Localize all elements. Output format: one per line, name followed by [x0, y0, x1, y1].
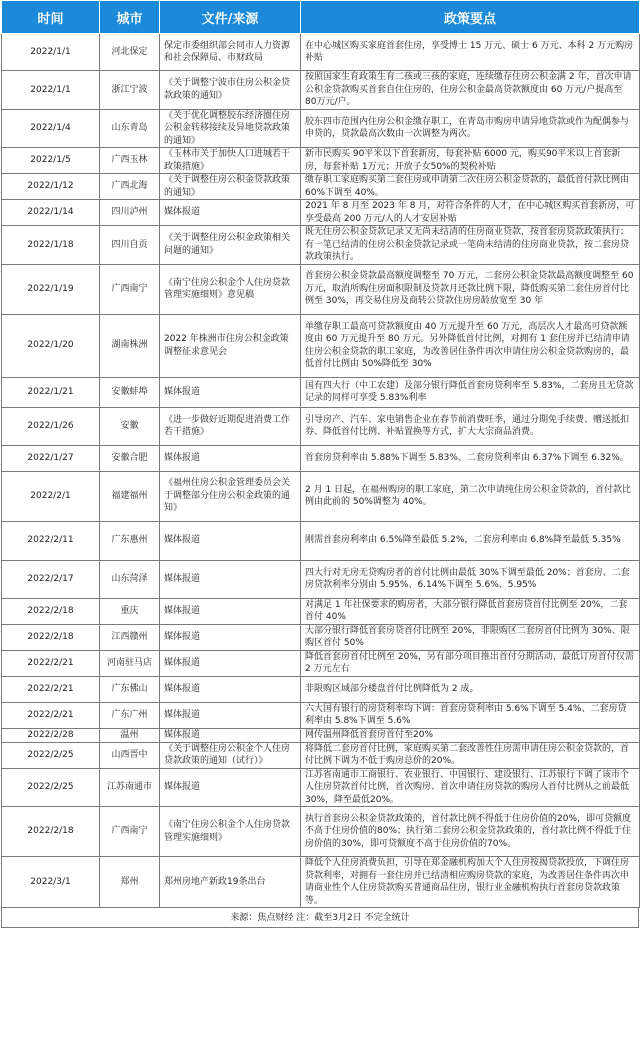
cell-city: 广东惠州 [100, 521, 160, 560]
cell-source: 媒体报道 [160, 768, 301, 807]
cell-city: 重庆 [100, 598, 160, 624]
cell-source: 媒体报道 [160, 200, 301, 226]
table-row [2, 560, 640, 598]
cell-policy: 按照国家生育政策生育二孩或三孩的家庭，连续缴存住房公积金满 2 年，首次申请公积金贷款购买首套自住住房的，住房公积金最高贷款额度由 60 万元/户提高至 80万元/户。 [301, 71, 640, 110]
cell-source: 媒体报道 [160, 560, 301, 598]
table-header [2, 1, 640, 34]
table-row [2, 71, 640, 110]
cell-source: 《南宁住房公积金个人住房贷款管理实施细则》 [160, 807, 301, 857]
cell-city: 安徽合肥 [100, 445, 160, 471]
cell-source: 《关于调整住房公积金个人住房贷款政策的通知（试行）》 [160, 742, 301, 768]
cell-date: 2022/2/11 [2, 521, 100, 560]
table-row [2, 200, 640, 226]
table-row [2, 768, 640, 807]
cell-date: 2022/2/21 [2, 702, 100, 728]
table-row [2, 445, 640, 471]
policy-table-container [1, 0, 639, 928]
cell-city: 山东菏泽 [100, 560, 160, 598]
cell-policy: 2021 年 8 月至 2023 年 8 月，对符合条件的人才，在中心城区购买首套新房，可享受最高 200 万元/人的人才安居补贴 [301, 200, 640, 226]
cell-city: 安徽 [100, 407, 160, 445]
cell-source: 媒体报道 [160, 521, 301, 560]
cell-date: 2022/2/28 [2, 728, 100, 742]
cell-policy: 将降低二套房首付比例，家庭购买第二套改善性住房需申请住房公积金贷款的，首付比例下调为不低于购房总价的20%。 [301, 742, 640, 768]
cell-policy: 降低个人住房消费负担，引导在郑金融机构加大个人住房按揭贷款投放，下调住房贷款利率，对拥有一套住房并已结清相应购房贷款的家庭，为改善居住条件再次申请商业性个人住房贷款购买普通商品住房，银行业金融机构执行首套房贷款政策等。 [301, 857, 640, 908]
cell-policy: 首套房贷利率由 5.88%下调至 5.83%、二套房贷利率由 6.37%下调至 6.32%。 [301, 445, 640, 471]
cell-date: 2022/3/1 [2, 857, 100, 908]
cell-source: 郑州房地产新政19条出台 [160, 857, 301, 908]
table-row [2, 728, 640, 742]
cell-city: 福建福州 [100, 471, 160, 521]
table-row [2, 598, 640, 624]
cell-date: 2022/2/21 [2, 650, 100, 676]
header-city: 城市 [100, 1, 160, 34]
header-date: 时间 [2, 1, 100, 34]
table-row [2, 807, 640, 857]
cell-date: 2022/1/21 [2, 377, 100, 407]
cell-policy: 单缴存职工最高可贷款额度由 40 万元提升至 60 万元，高层次人才最高可贷款额度由 60 万元提升至 80 万元。另外降低首付比例，对拥有 1 套住房并已结清申请住房公积金贷款的职工家庭，为改善居住条件再次申请住房公积金贷款购房的，最低首付比例由 50%降低至 30% [301, 314, 640, 377]
cell-date: 2022/2/21 [2, 676, 100, 702]
cell-city: 四川自贡 [100, 226, 160, 265]
header-source: 文件/来源 [160, 1, 301, 34]
cell-city: 温州 [100, 728, 160, 742]
cell-policy: 四大行对无房无贷购房者的首付比例由最低 30%下调至最低 20%；首套房、二套房贷款利率分别由 5.95%、6.14%下调至 5.6%、5.95% [301, 560, 640, 598]
cell-date: 2022/1/1 [2, 34, 100, 71]
table-row [2, 174, 640, 200]
cell-date: 2022/1/27 [2, 445, 100, 471]
cell-date: 2022/1/5 [2, 148, 100, 174]
table-row [2, 34, 640, 71]
cell-city: 广西玉林 [100, 148, 160, 174]
policy-table [1, 0, 640, 908]
cell-policy: 江苏省南通市工商银行、农业银行、中国银行、建设银行、江苏银行下调了该市个人住房贷款首付比例，首次购房、首次申请住房贷款的购房人首付比例从之前最低30%，降至最低20%。 [301, 768, 640, 807]
table-row [2, 742, 640, 768]
cell-city: 广东广州 [100, 702, 160, 728]
cell-date: 2022/2/18 [2, 807, 100, 857]
cell-source: 《关于优化调整胶东经济圈住房公积金转移接续及异地贷款政策的通知》 [160, 109, 301, 148]
source-note: 来源：焦点财经 注：截至3月2日 不完全统计 [1, 908, 639, 928]
cell-city: 四川泸州 [100, 200, 160, 226]
table-row [2, 407, 640, 445]
cell-source: 媒体报道 [160, 598, 301, 624]
cell-city: 广东佛山 [100, 676, 160, 702]
cell-date: 2022/2/25 [2, 768, 100, 807]
cell-source: 媒体报道 [160, 445, 301, 471]
cell-source: 媒体报道 [160, 377, 301, 407]
cell-source: 《进一步做好近期促进消费工作若干措施》 [160, 407, 301, 445]
cell-date: 2022/2/18 [2, 624, 100, 650]
cell-city: 江西赣州 [100, 624, 160, 650]
cell-city: 浙江宁波 [100, 71, 160, 110]
cell-policy: 引导房产、汽车、家电销售企业在春节前消费旺季，通过分期免手续费、赠送抵扣券、降低首付比例、补贴置换等方式，扩大大宗商品消费。 [301, 407, 640, 445]
cell-policy: 2 月 1 日起，在福州购房的职工家庭，第二次申请纯住房公积金贷款的，首付款比例由此前的 50%调整为 40%。 [301, 471, 640, 521]
table-row [2, 377, 640, 407]
cell-source: 媒体报道 [160, 676, 301, 702]
cell-source: 媒体报道 [160, 650, 301, 676]
cell-source: 《关于调整宁波市住房公积金贷款政策的通知》 [160, 71, 301, 110]
cell-policy: 降低首套房首付比例至 20%，另有部分项目推出首付分期活动，最低订房首付仅需 2 万元左右 [301, 650, 640, 676]
table-body [2, 34, 640, 908]
cell-policy: 对满足 1 年社保要求的购房者，大部分银行降低首套房贷首付比例至 20%，二套首付 40% [301, 598, 640, 624]
cell-city: 河南驻马店 [100, 650, 160, 676]
table-row [2, 314, 640, 377]
cell-date: 2022/2/17 [2, 560, 100, 598]
table-row [2, 624, 640, 650]
cell-source: 媒体报道 [160, 702, 301, 728]
cell-policy: 六大国有银行的房贷利率均下调：首套房贷利率由 5.6%下调至 5.4%、二套房贷利率由 5.8%下调至 5.6% [301, 702, 640, 728]
cell-source: 《福州住房公积金管理委员会关于调整部分住房公积金政策的通知》 [160, 471, 301, 521]
cell-city: 山西晋中 [100, 742, 160, 768]
cell-city: 山东青岛 [100, 109, 160, 148]
cell-source: 《南宁住房公积金个人住房贷款管理实施细则》意见稿 [160, 264, 301, 314]
cell-policy: 国有四大行（中工农建）及部分银行降低首套房贷利率至 5.83%，二套房且无贷款记录的同样可享受 5.83%利率 [301, 377, 640, 407]
cell-policy: 新市民购买 90平米以下首套新房，每套补贴 6000 元，购买90平米以上首套新房，每套补贴 1万元；开放子女50%的契税补贴 [301, 148, 640, 174]
cell-source: 2022 年株洲市住房公积金政策调整征求意见会 [160, 314, 301, 377]
cell-source: 媒体报道 [160, 624, 301, 650]
cell-city: 广西北海 [100, 174, 160, 200]
table-row [2, 676, 640, 702]
cell-policy: 缴存职工家庭购买第二套住房或申请第二次住房公积金贷款的，最低首付款比例由 60%下调至 40%。 [301, 174, 640, 200]
cell-date: 2022/1/18 [2, 226, 100, 265]
table-row [2, 521, 640, 560]
cell-date: 2022/1/4 [2, 109, 100, 148]
table-row [2, 109, 640, 148]
cell-date: 2022/1/1 [2, 71, 100, 110]
cell-source: 媒体报道 [160, 728, 301, 742]
table-row [2, 264, 640, 314]
cell-policy: 大部分银行降低首套房贷首付比例至 20%，非限购区二套房首付比例为 30%、限购区首付 50% [301, 624, 640, 650]
cell-date: 2022/1/12 [2, 174, 100, 200]
cell-city: 湖南株洲 [100, 314, 160, 377]
cell-city: 郑州 [100, 857, 160, 908]
cell-date: 2022/1/14 [2, 200, 100, 226]
cell-policy: 执行首套房公积金贷款政策的，首付款比例不得低于住房价值的20%，即可贷额度不高于住房价值的80%；执行第二套房公积金贷款政策的，首付款比例不得低于住房价值的30%，即可贷额度不高于住房价值的70%。 [301, 807, 640, 857]
cell-source: 保定市委组织部会同市人力资源和社会保障局、市财政局 [160, 34, 301, 71]
cell-city: 江苏南通市 [100, 768, 160, 807]
cell-city: 安徽蚌埠 [100, 377, 160, 407]
cell-date: 2022/1/20 [2, 314, 100, 377]
cell-policy: 刚需首套房利率由 6.5%降至最低 5.2%，二套房利率由 6.8%降至最低 5.35% [301, 521, 640, 560]
cell-policy: 非限购区域部分楼盘首付比例降低为 2 成。 [301, 676, 640, 702]
cell-policy: 在中心城区购买家庭首套住房，享受博士 15 万元、硕士 6 万元、本科 2 万元购房补贴 [301, 34, 640, 71]
cell-date: 2022/2/1 [2, 471, 100, 521]
cell-source: 《关于调整住房公积金政策相关问题的通知》 [160, 226, 301, 265]
cell-date: 2022/2/25 [2, 742, 100, 768]
cell-policy: 首套房公积金贷款最高额度调整至 70 万元，二套房公积金贷款最高额度调整至 60 万元，取消所购住房面积限制及贷款月还款比例下限，降低购买第二套住房首付比例至 30%，再交易住房及商转公贷款住房房龄放宽至 30 年 [301, 264, 640, 314]
table-row [2, 148, 640, 174]
cell-policy: 既无住房公积金贷款记录又无尚未结清的住房商业贷款，按首套房贷款政策执行；有一笔已结清的住房公积金贷款记录或一笔尚未结清的住房商业贷款，按二套房贷款政策执行。 [301, 226, 640, 265]
cell-source: 《关于调整住房公积金贷款政策的通知》 [160, 174, 301, 200]
cell-date: 2022/2/18 [2, 598, 100, 624]
cell-source: 《玉林市关于加快人口进城若干政策措施》 [160, 148, 301, 174]
cell-date: 2022/1/19 [2, 264, 100, 314]
table-row [2, 650, 640, 676]
table-row [2, 702, 640, 728]
cell-policy: 网传温州降低首套房首付至20% [301, 728, 640, 742]
table-row [2, 857, 640, 908]
table-row [2, 471, 640, 521]
cell-policy: 胶东四市范围内住房公积金缴存职工，在青岛市购房申请异地贷款或作为配偶参与申贷的，贷款最高次数由一次调整为两次。 [301, 109, 640, 148]
cell-city: 广西南宁 [100, 807, 160, 857]
table-row [2, 226, 640, 265]
cell-date: 2022/1/26 [2, 407, 100, 445]
header-policy: 政策要点 [301, 1, 640, 34]
cell-city: 广西南宁 [100, 264, 160, 314]
cell-city: 河北保定 [100, 34, 160, 71]
